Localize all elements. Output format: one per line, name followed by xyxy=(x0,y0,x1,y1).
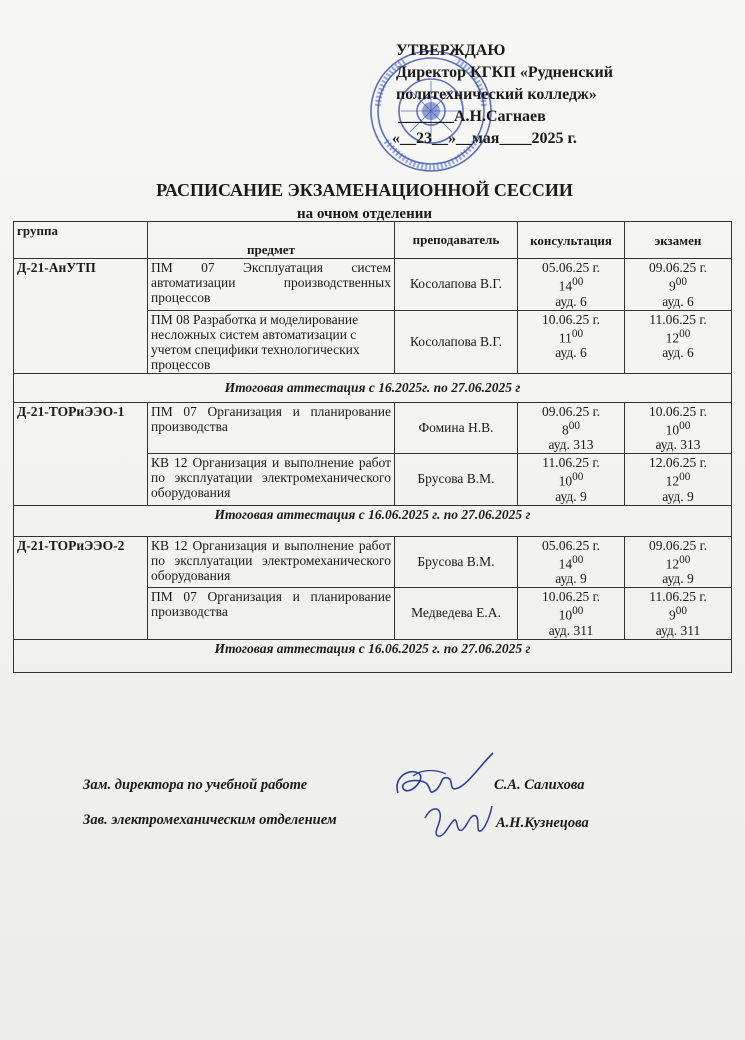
table-row xyxy=(14,536,732,588)
table-row xyxy=(14,402,732,454)
cons-room: ауд. 313 xyxy=(548,437,594,452)
header-subject: предмет xyxy=(148,222,395,259)
teacher-cell: Брусова В.М. xyxy=(395,454,518,506)
teacher-cell: Косолапова В.Г. xyxy=(395,259,518,311)
cons-time: $14^{00}$ xyxy=(558,553,584,571)
deputy-role: Зам. директора по учебной работе xyxy=(83,777,308,793)
consultation-cell xyxy=(518,454,625,506)
exam-room: ауд. 313 xyxy=(655,437,701,452)
cons-time: $11^{00}$ xyxy=(558,327,584,345)
attestation-row xyxy=(14,373,732,402)
cons-time: $14^{00}$ xyxy=(558,276,584,294)
table-body xyxy=(14,259,732,673)
exam-room: ауд. 9 xyxy=(662,571,694,586)
subject-cell: ПМ 07 Организация и планирование производства xyxy=(148,402,395,454)
head-signature-icon xyxy=(420,798,495,843)
exam-date: 11.06.25 г. xyxy=(649,589,707,604)
approval-heading: УТВЕРЖДАЮ xyxy=(396,42,506,59)
attestation-cell: Итоговая аттестация с 16.2025г. по 27.06.2025 г xyxy=(14,373,732,402)
subject-cell: ПМ 08 Разработка и моделирование несложных систем автоматизации с учетом специфики технологических процессов xyxy=(148,310,395,373)
exam-cell xyxy=(625,259,732,311)
cons-date: 10.06.25 г. xyxy=(541,311,600,327)
subject-cell: ПМ 07 Эксплуатация систем автоматизации производственных процессов xyxy=(148,259,395,311)
exam-time: $12^{00}$ xyxy=(665,327,691,345)
cons-room: ауд. 6 xyxy=(555,345,587,360)
header-exam: экзамен xyxy=(625,222,732,259)
cons-room: ауд. 6 xyxy=(555,293,587,309)
consultation-cell xyxy=(518,536,625,588)
approval-director: Директор КГКП «Рудненский xyxy=(396,64,613,81)
exam-date: 11.06.25 г. xyxy=(649,311,707,327)
exam-cell xyxy=(625,402,732,454)
exam-cell xyxy=(625,588,732,640)
exam-date: 10.06.25 г. xyxy=(648,403,707,419)
exam-room: ауд. 6 xyxy=(662,345,694,360)
page-subtitle: на очном отделении xyxy=(296,206,432,222)
exam-cell xyxy=(625,454,732,506)
cons-date: 10.06.25 г. xyxy=(541,589,600,604)
cons-time: $10^{00}$ xyxy=(558,605,584,623)
attestation-cell: Итоговая аттестация с 16.06.2025 г. по 27.06.2025 г xyxy=(14,639,732,672)
exam-cell xyxy=(625,310,732,373)
exam-time: $9^{00}$ xyxy=(669,276,687,294)
schedule-table xyxy=(13,221,732,673)
consultation-cell xyxy=(518,259,625,311)
header-consultation: консультация xyxy=(518,222,625,259)
exam-time: $9^{00}$ xyxy=(669,605,687,623)
header-teacher: преподаватель xyxy=(395,222,518,259)
exam-date: 12.06.25 г. xyxy=(648,455,707,470)
teacher-cell: Медведева Е.А. xyxy=(395,588,518,640)
teacher-cell: Брусова В.М. xyxy=(395,536,518,588)
group-cell: Д-21-ТОРиЭЭО-2 xyxy=(14,536,148,639)
subject-cell: ПМ 07 Организация и планирование производства xyxy=(148,588,395,640)
teacher-cell: Фомина Н.В. xyxy=(395,402,518,454)
group-cell: Д-21-ТОРиЭЭО-1 xyxy=(14,402,148,505)
exam-room: ауд. 6 xyxy=(662,293,694,309)
cons-room: ауд. 9 xyxy=(555,488,587,504)
consultation-cell xyxy=(518,310,625,373)
consultation-cell xyxy=(518,402,625,454)
attestation-cell: Итоговая аттестация с 16.06.2025 г. по 27.06.2025 г xyxy=(14,505,732,536)
exam-date: 09.06.25 г. xyxy=(648,537,707,553)
cons-room: ауд. 9 xyxy=(555,571,587,586)
attestation-row xyxy=(14,639,732,672)
exam-room: ауд. 311 xyxy=(655,622,701,638)
exam-time: $12^{00}$ xyxy=(665,471,691,489)
head-role: Зав. электромеханическим отделением xyxy=(83,812,337,828)
cons-time: $8^{00}$ xyxy=(562,419,580,437)
table-row xyxy=(14,259,732,311)
exam-cell xyxy=(625,536,732,588)
attestation-row xyxy=(14,505,732,536)
deputy-name: С.А. Салихова xyxy=(494,777,585,793)
cons-date: 05.06.25 г. xyxy=(541,260,600,275)
teacher-cell: Косолапова В.Г. xyxy=(395,310,518,373)
cons-date: 09.06.25 г. xyxy=(541,403,600,419)
cons-date: 05.06.25 г. xyxy=(541,537,600,553)
cons-date: 11.06.25 г. xyxy=(542,455,600,470)
cons-room: ауд. 311 xyxy=(548,622,594,638)
head-name: А.Н.Кузнецова xyxy=(496,815,589,831)
table-header-row xyxy=(14,222,732,259)
approval-block xyxy=(392,40,726,150)
approval-college: политехнический колледж» xyxy=(396,86,597,103)
subject-cell: КВ 12 Организация и выполнение работ по эксплуатации электромеханического оборудования xyxy=(148,536,395,588)
exam-date: 09.06.25 г. xyxy=(648,260,707,275)
group-cell: Д-21-АнУТП xyxy=(14,259,148,374)
exam-time: $10^{00}$ xyxy=(665,419,691,437)
exam-room: ауд. 9 xyxy=(662,488,694,504)
cons-time: $10^{00}$ xyxy=(558,471,584,489)
header-group: группа xyxy=(14,222,148,259)
approval-signatory: _______А.Н.Сагнаев xyxy=(398,108,546,125)
exam-time: $12^{00}$ xyxy=(665,553,691,571)
consultation-cell xyxy=(518,588,625,640)
approval-date: «__23__»__мая____2025 г. xyxy=(392,130,577,147)
page-title: РАСПИСАНИЕ ЭКЗАМЕНАЦИОННОЙ СЕССИИ xyxy=(156,180,573,200)
subject-cell: КВ 12 Организация и выполнение работ по эксплуатации электромеханического оборудования xyxy=(148,454,395,506)
